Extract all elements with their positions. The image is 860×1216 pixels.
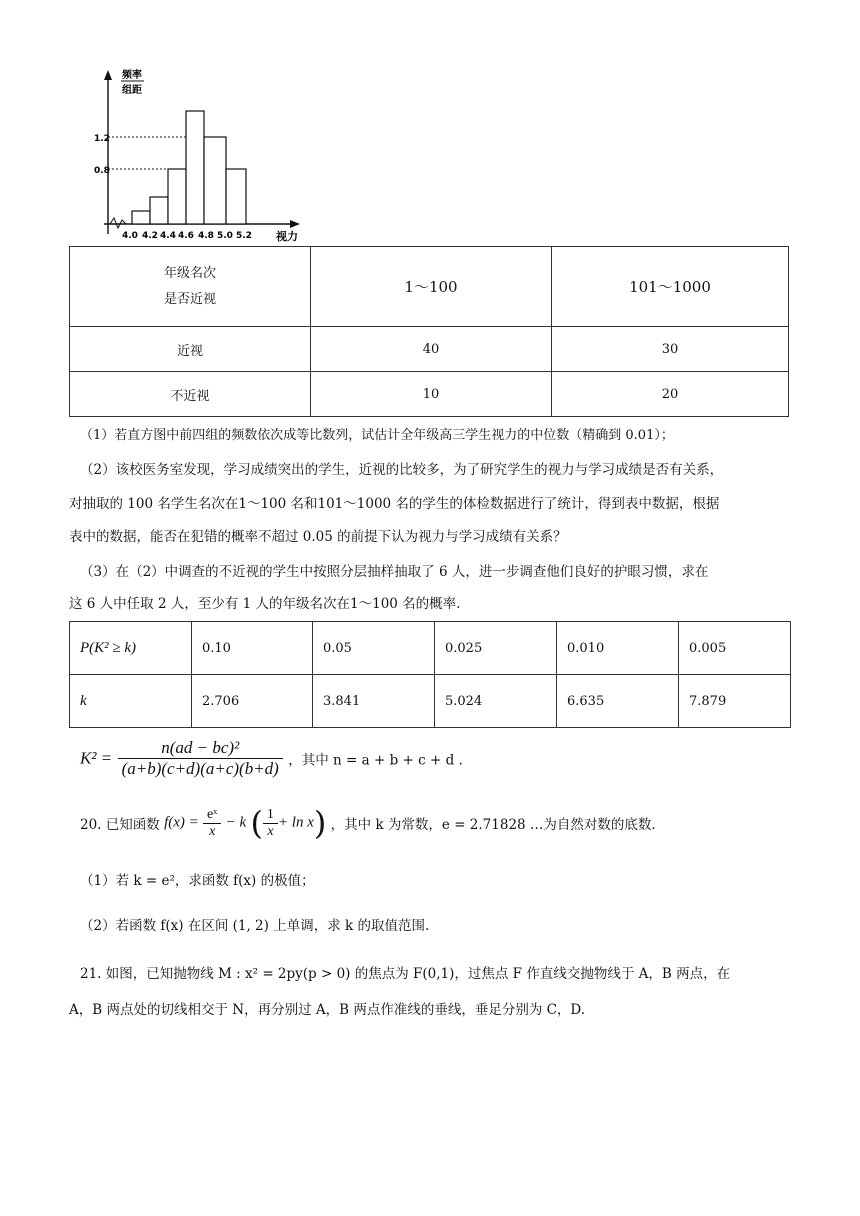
table-cell: 40 xyxy=(311,327,552,372)
header-rank-1-100: 1～100 xyxy=(311,247,552,327)
table-cell: 3.841 xyxy=(313,675,435,728)
formula-tail: ，其中 n = a + b + c + d . xyxy=(288,752,463,769)
formula-numerator: n(ad − bc)² xyxy=(118,738,283,759)
critical-value-table xyxy=(69,621,791,728)
header-rank-101-1000: 101～1000 xyxy=(552,247,789,327)
x-tick: 4.0 xyxy=(122,231,138,241)
q20-fx: f(x) = xyxy=(164,814,199,831)
x-tick: 4.6 xyxy=(178,231,194,241)
q20-suffix: ，其中 k 为常数，e = 2.71828 …为自然对数的底数. xyxy=(330,817,656,833)
question-1: （1）若直方图中前四组的频数依次成等比数列，试估计全年级高三学生视力的中位数（精确到 0.01）； xyxy=(80,428,674,443)
question-21-line-1: 21. 如图，已知抛物线 M : x² = 2py(p > 0) 的焦点为 F(0,1)，过焦点 F 作直线交抛物线于 A，B 两点，在 xyxy=(80,966,731,982)
question-20-part-1: （1）若 k = e²，求函数 f(x) 的极值； xyxy=(80,873,315,889)
chi-square-formula xyxy=(80,738,463,779)
frequency-histogram xyxy=(96,64,316,246)
y-label-top: 频率 xyxy=(122,70,142,81)
table-cell: 0.005 xyxy=(679,622,791,675)
question-21-line-2: A，B 两点处的切线相交于 N，再分别过 A，B 两点作准线的垂线，垂足分别为 C，D. xyxy=(69,1002,586,1018)
x-tick: 5.2 xyxy=(236,231,252,241)
q20-lnx: + ln x xyxy=(277,814,314,831)
y-axis-arrow xyxy=(104,70,112,80)
bar-4-6 xyxy=(186,111,204,224)
row-label: 不近视 xyxy=(70,372,311,417)
y-tick-1-2: 1.2 xyxy=(94,134,110,144)
x-axis-arrow xyxy=(290,220,300,228)
q20-frac-ex: $\frac{\text{eˣ}}{x}$ xyxy=(203,807,221,840)
bar-4-0 xyxy=(132,211,150,224)
contingency-table xyxy=(69,246,789,417)
question-2-line-2: 对抽取的 100 名学生名次在1～100 名和101～1000 名的学生的体检数据进行了统计，得到表中数据，根据 xyxy=(69,496,720,512)
row-label: 近视 xyxy=(70,327,311,372)
y-tick-0-8: 0.8 xyxy=(94,166,110,176)
question-2-line-3: 表中的数据，能否在犯错的概率不超过 0.05 的前提下认为视力与学习成绩有关系？ xyxy=(69,529,567,545)
header-corner: 年级名次 是否近视 xyxy=(70,247,311,327)
k-label: k xyxy=(70,675,192,728)
y-label-bottom: 组距 xyxy=(122,85,142,96)
q20-paren-open: ( xyxy=(250,804,263,842)
table-cell: 10 xyxy=(311,372,552,417)
question-3-line-1: （3）在（2）中调查的不近视的学生中按照分层抽样抽取了 6 人，进一步调查他们良好的护眼习惯，求在 xyxy=(80,564,709,580)
x-label: 视力 xyxy=(276,230,298,243)
question-3-line-2: 这 6 人中任取 2 人，至少有 1 人的年级名次在1～100 名的概率. xyxy=(69,596,461,612)
x-tick: 4.8 xyxy=(198,231,214,241)
table-cell: 2.706 xyxy=(192,675,313,728)
x-tick: 5.0 xyxy=(217,231,233,241)
x-tick: 4.4 xyxy=(160,231,176,241)
q20-prefix: 20. 已知函数 xyxy=(80,817,160,833)
question-20-part-2: （2）若函数 f(x) 在区间 (1, 2) 上单调，求 k 的取值范围. xyxy=(80,918,430,934)
x-tick: 4.2 xyxy=(142,231,158,241)
formula-fraction xyxy=(118,738,283,779)
table-cell: 0.025 xyxy=(435,622,557,675)
table-cell: 0.05 xyxy=(313,622,435,675)
table-cell: 0.10 xyxy=(192,622,313,675)
table-cell: 6.635 xyxy=(557,675,679,728)
table-cell: 7.879 xyxy=(679,675,791,728)
table-cell: 5.024 xyxy=(435,675,557,728)
table-cell: 20 xyxy=(552,372,789,417)
question-20 xyxy=(80,804,656,842)
bar-4-4 xyxy=(168,169,186,224)
bar-5-0 xyxy=(226,169,246,224)
table-cell: 0.010 xyxy=(557,622,679,675)
bar-4-2 xyxy=(150,197,168,224)
formula-denominator: (a+b)(c+d)(a+c)(b+d) xyxy=(121,759,279,778)
formula-lhs: K² = xyxy=(80,748,113,768)
table-cell: 30 xyxy=(552,327,789,372)
q20-paren-close: ) xyxy=(313,804,327,842)
axis-break-icon xyxy=(110,218,126,228)
question-2-line-1: （2）该校医务室发现，学习成绩突出的学生，近视的比较多，为了研究学生的视力与学习成绩是否有关系， xyxy=(80,462,724,478)
q20-minus-k: − k xyxy=(225,814,247,831)
bar-4-8 xyxy=(204,137,226,224)
q20-frac-1x: $\frac{1}{x}$ xyxy=(263,807,278,840)
prob-label: P(K² ≥ k) xyxy=(70,622,192,675)
